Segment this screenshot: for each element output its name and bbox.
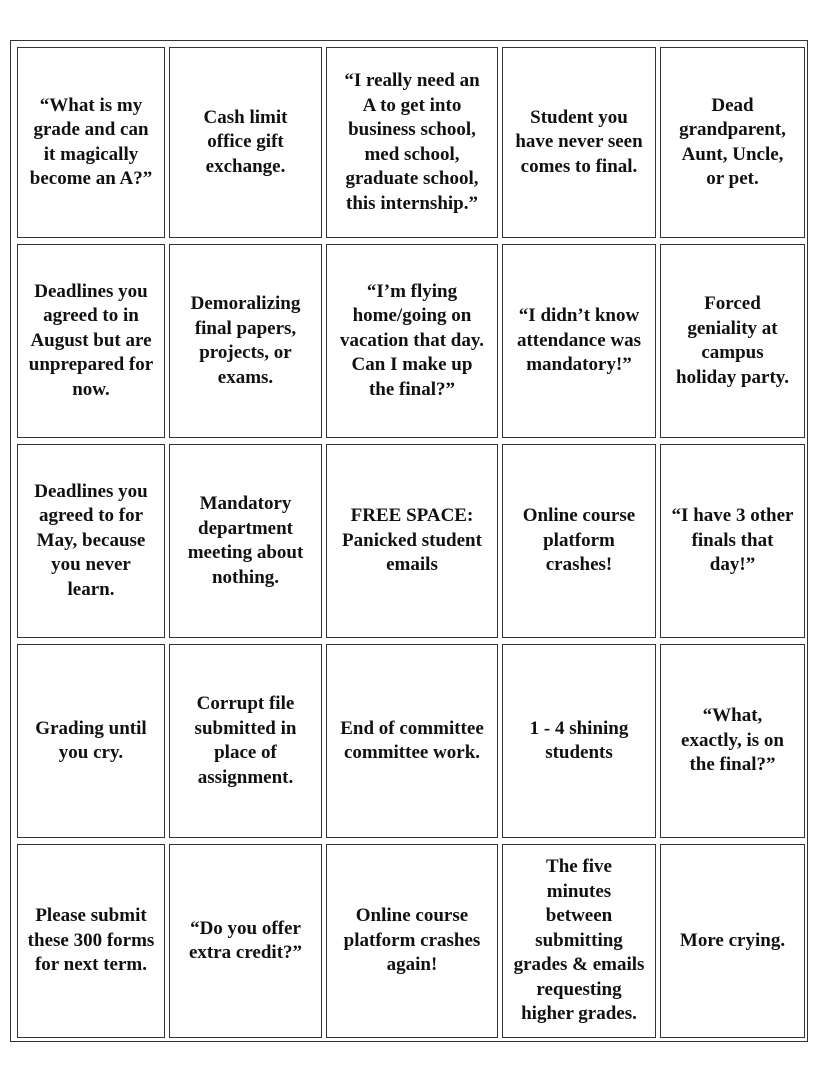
bingo-cell-text: 1 - 4 shining students — [529, 717, 629, 763]
bingo-cell-text: Online course platform crashes! — [522, 505, 636, 576]
bingo-cell-r3-c3 — [326, 444, 498, 638]
bingo-cell-text: Demoralizing final papers, projects, or exams. — [190, 293, 301, 388]
bingo-cell-text: “I really need an A to get into business school, med school, graduate school, this internship.” — [344, 70, 480, 214]
bingo-cell-text: End of committee committee work. — [340, 717, 484, 763]
bingo-cell-text: Forced geniality at campus holiday party. — [676, 293, 789, 388]
bingo-cell-r1-c2 — [169, 47, 322, 238]
bingo-cell-text: “Do you offer extra credit?” — [188, 917, 303, 963]
bingo-cell-r2-c5 — [660, 244, 805, 438]
bingo-cell-text: Mandatory department meeting about nothing. — [187, 493, 304, 588]
bingo-cell-r3-c1 — [17, 444, 165, 638]
bingo-cell-text: Please submit these 300 forms for next term. — [27, 905, 155, 976]
bingo-cell-text: FREE SPACE: Panicked student emails — [342, 505, 482, 576]
bingo-cell-text: The five minutes between submitting grades & emails requesting higher grades. — [513, 856, 645, 1025]
bingo-cell-r1-c4 — [502, 47, 656, 238]
bingo-cell-r4-c2 — [169, 644, 322, 838]
bingo-cell-r2-c4 — [502, 244, 656, 438]
bingo-cell-r2-c3 — [326, 244, 498, 438]
bingo-cell-text: Deadlines you agreed to for May, because you never learn. — [34, 480, 148, 600]
bingo-cell-text: Deadlines you agreed to in August but are unprepared for now. — [28, 280, 154, 400]
bingo-cell-text: “I’m flying home/going on vacation that day. Can I make up the final?” — [339, 280, 485, 400]
bingo-cell-r4-c5 — [660, 644, 805, 838]
bingo-cell-r5-c4 — [502, 844, 656, 1038]
bingo-cell-text: Corrupt file submitted in place of assignment. — [194, 693, 297, 788]
bingo-cell-r4-c1 — [17, 644, 165, 838]
bingo-cell-text: Cash limit office gift exchange. — [203, 106, 288, 177]
bingo-cell-text: Grading until you cry. — [35, 717, 147, 763]
bingo-cell-r2-c2 — [169, 244, 322, 438]
bingo-cell-text: Student you have never seen comes to final. — [515, 106, 643, 177]
bingo-cell-r1-c5 — [660, 47, 805, 238]
bingo-cell-r3-c2 — [169, 444, 322, 638]
bingo-cell-r4-c3 — [326, 644, 498, 838]
bingo-cell-r5-c2 — [169, 844, 322, 1038]
bingo-cell-r5-c5 — [660, 844, 805, 1038]
bingo-cell-r4-c4 — [502, 644, 656, 838]
bingo-board — [10, 40, 808, 1042]
bingo-cell-r1-c1 — [17, 47, 165, 238]
bingo-cell-text: “What, exactly, is on the final?” — [681, 705, 784, 776]
bingo-cell-text: “I have 3 other finals that day!” — [671, 505, 794, 576]
bingo-cell-text: Online course platform crashes again! — [343, 905, 481, 976]
bingo-cell-r3-c4 — [502, 444, 656, 638]
bingo-cell-r5-c3 — [326, 844, 498, 1038]
bingo-cell-text: “I didn’t know attendance was mandatory!” — [516, 305, 642, 376]
bingo-cell-r1-c3 — [326, 47, 498, 238]
bingo-cell-text: Dead grandparent, Aunt, Uncle, or pet. — [679, 94, 786, 189]
bingo-cell-r3-c5 — [660, 444, 805, 638]
bingo-cell-r5-c1 — [17, 844, 165, 1038]
bingo-cell-text: “What is my grade and can it magically become an A?” — [29, 94, 153, 189]
bingo-cell-text: More crying. — [679, 929, 786, 951]
bingo-cell-r2-c1 — [17, 244, 165, 438]
